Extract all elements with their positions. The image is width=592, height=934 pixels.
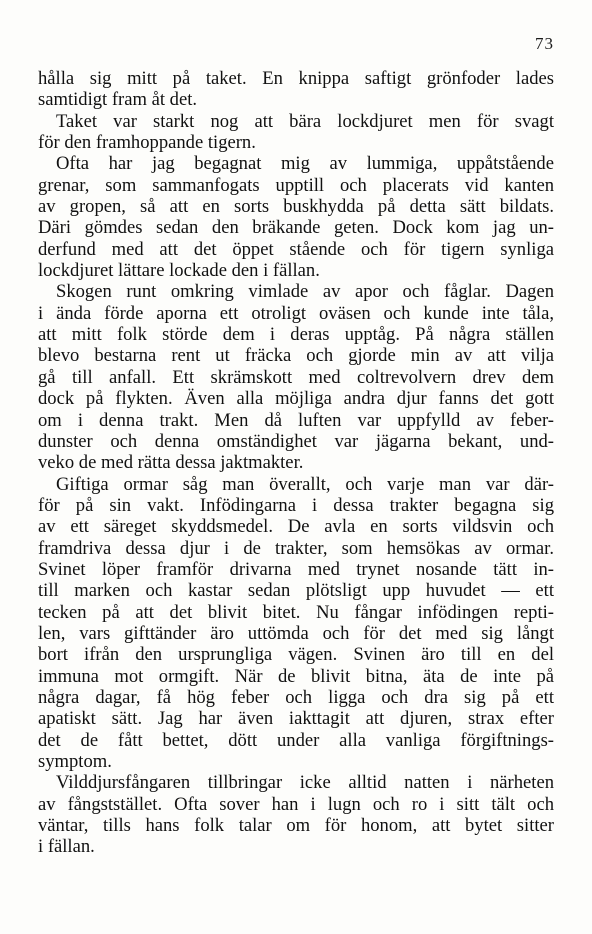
text-line: att mitt folk störde dem i deras upptåg. På några ställen xyxy=(38,324,554,346)
text-line: dock på flykten. Även alla möjliga andra djur fanns det gott xyxy=(38,388,554,410)
text-line: till marken och kastar sedan plötsligt upp huvudet — ett xyxy=(38,580,554,602)
text-line: tecken på att det blivit bitet. Nu fångar infödingen repti- xyxy=(38,601,554,623)
text-line: väntar, tills hans folk talar om för honom, att bytet sitter xyxy=(38,815,554,837)
text-line: av fångststället. Ofta sover han i lugn och ro i sitt tält och xyxy=(38,793,554,815)
text-line: samtidigt fram åt det. xyxy=(38,89,198,111)
text-line: Däri gömdes sedan den bräkande geten. Dock kom jag un- xyxy=(38,217,554,239)
text-line: framdriva dessa djur i de trakter, som hemsökas av ormar. xyxy=(38,537,554,559)
text-line: i ända förde aporna ett otroligt oväsen och kunde inte tåla, xyxy=(38,302,554,324)
text-line: symptom. xyxy=(38,751,112,772)
text-line: Vilddjursfångaren tillbringar icke alltid natten i närheten xyxy=(56,772,554,794)
text-line: i fällan. xyxy=(38,836,95,858)
body-text xyxy=(38,68,554,858)
paragraph xyxy=(38,772,554,857)
text-line: några dagar, få hög feber och ligga och dra sig på ett xyxy=(38,686,554,708)
text-line: len, vars gifttänder äro uttömda och för det med sig långt xyxy=(38,622,554,644)
text-line: Taket var starkt nog att bära lockdjuret men för svagt xyxy=(56,110,554,132)
page-number: 73 xyxy=(535,34,554,53)
text-line: av ett säreget skyddsmedel. De avla en sorts vildsvin och xyxy=(38,516,554,538)
paragraph xyxy=(38,281,554,473)
text-line: Ofta har jag begagnat mig av lummiga, uppåtstående xyxy=(56,153,554,175)
paragraph xyxy=(38,153,554,281)
text-line: för på sin vakt. Infödingarna i dessa trakter begagna sig xyxy=(38,494,554,516)
text-line: av gropen, så att en sorts buskhydda på detta sätt bildats. xyxy=(38,196,554,218)
text-line: veko de med rätta dessa jaktmakter. xyxy=(38,452,304,474)
text-line: Giftiga ormar såg man överallt, och varje man var där- xyxy=(56,473,554,495)
text-line: grenar, som sammanfogats upptill och placerats vid kanten xyxy=(38,174,554,196)
text-line: derfund med att det öppet stående och för tigern synliga xyxy=(38,238,554,260)
text-line: blevo bestarna rent ut fräcka och gjorde min av att vilja xyxy=(38,345,554,367)
text-line: hålla sig mitt på taket. En knippa saftigt grönfoder lades xyxy=(38,68,554,89)
text-line: för den framhoppande tigern. xyxy=(38,132,256,154)
text-line: det de fått bettet, dött under alla vanliga förgiftnings- xyxy=(38,729,554,751)
text-line: immuna mot ormgift. När de blivit bitna, äta de inte på xyxy=(38,665,554,687)
text-line: Skogen runt omkring vimlade av apor och fåglar. Dagen xyxy=(56,281,554,303)
paragraph xyxy=(38,68,554,111)
text-line: dunster och denna omständighet var jägarna bekant, und- xyxy=(38,430,554,452)
text-line: lockdjuret lättare lockade den i fällan. xyxy=(38,260,320,282)
text-line: om i denna trakt. Men då luften var uppfylld av feber- xyxy=(38,409,554,431)
text-line: gå till anfall. Ett skrämskott med coltrevolvern drev dem xyxy=(38,366,554,388)
paragraph xyxy=(38,111,554,154)
text-line: bort ifrån den ursprungliga vägen. Svinen äro till en del xyxy=(38,644,554,666)
text-line: Svinet löper framför drivarna med trynet nosande tätt in- xyxy=(38,558,554,580)
text-line: apatiskt sätt. Jag har även iakttagit att djuren, strax efter xyxy=(38,708,554,730)
paragraph xyxy=(38,474,554,773)
